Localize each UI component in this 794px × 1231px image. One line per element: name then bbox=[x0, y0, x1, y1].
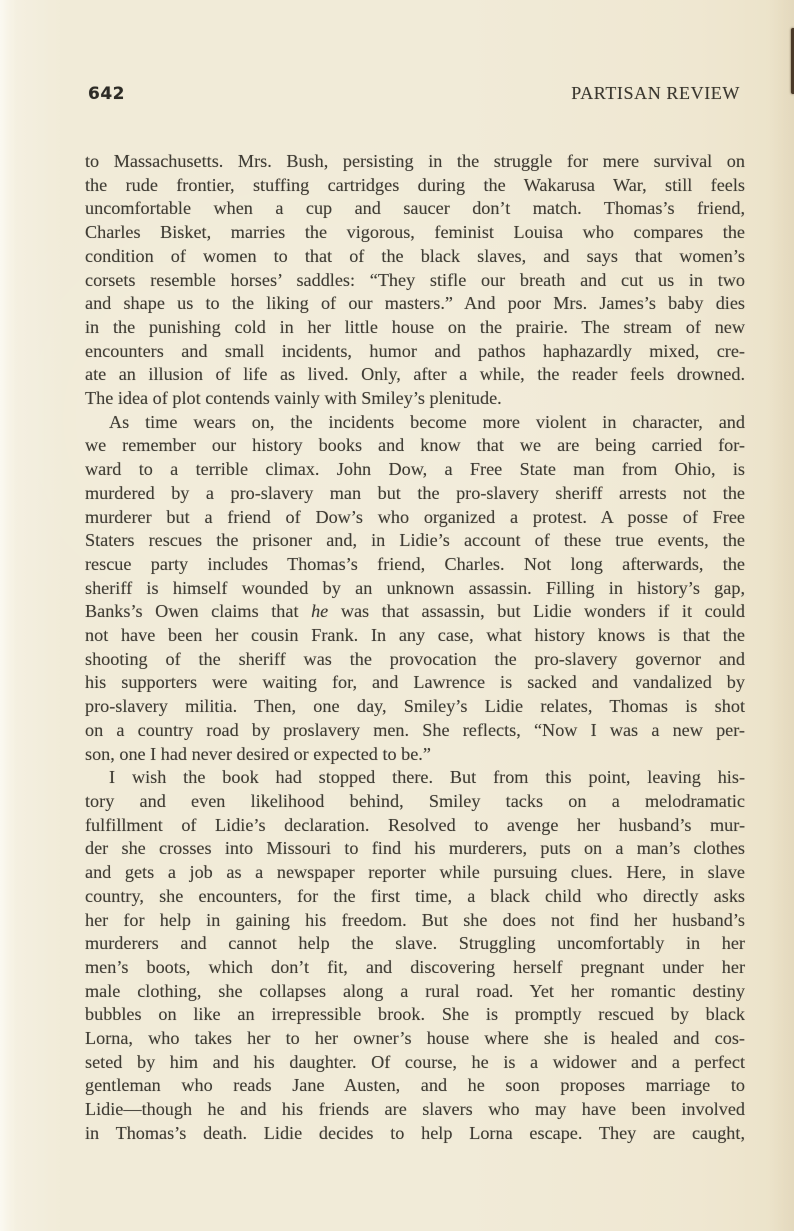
text-line: Banks’s Owen claims that he was that assassin, but Lidie wonders if it could bbox=[85, 601, 745, 622]
text-line: Staters rescues the prisoner and, in Lidie’s account of these true events, the bbox=[85, 530, 745, 551]
text-line: to Massachusetts. Mrs. Bush, persisting in the struggle for mere survival on bbox=[85, 151, 745, 171]
text-line: the rude frontier, stuffing cartridges during the Wakarusa War, still feels bbox=[85, 174, 745, 195]
text-line: her for help in gaining his freedom. But she does not find her husband’s bbox=[85, 909, 745, 930]
scan-edge-left bbox=[0, 0, 17, 1231]
text-line: sheriff is himself wounded by an unknown assassin. Filling in history’s gap, bbox=[85, 577, 745, 598]
text-line: I wish the book had stopped there. But from this point, leaving his- bbox=[109, 767, 745, 788]
text-line: son, one I had never desired or expected to be.” bbox=[85, 743, 431, 764]
text-line: and gets a job as a newspaper reporter while pursuing clues. Here, in slave bbox=[85, 862, 745, 883]
text-line: Charles Bisket, marries the vigorous, feminist Louisa who compares the bbox=[85, 222, 745, 243]
text-line: murderers and cannot help the slave. Struggling uncomfortably in her bbox=[85, 933, 745, 954]
scan-edge-right bbox=[768, 0, 794, 1231]
text-line: men’s boots, which don’t fit, and discovering herself pregnant under her bbox=[85, 956, 745, 977]
text-line: rescue party includes Thomas’s friend, Charles. Not long afterwards, the bbox=[85, 553, 745, 574]
text-line: Lorna, who takes her to her owner’s house where she is healed and cos- bbox=[85, 1028, 745, 1049]
text-line: Lidie—though he and his friends are slavers who may have been involved bbox=[85, 1099, 745, 1120]
text-line: seted by him and his daughter. Of course, he is a widower and a perfect bbox=[85, 1051, 745, 1072]
body-text bbox=[85, 150, 745, 1146]
text-line: country, she encounters, for the first time, a black child who directly asks bbox=[85, 885, 745, 906]
text-line: murderer but a friend of Dow’s who organized a protest. A posse of Free bbox=[85, 506, 745, 527]
text-line: ate an illusion of life as lived. Only, after a while, the reader feels drowned. bbox=[85, 364, 745, 385]
text-line: The idea of plot contends vainly with Smiley’s plenitude. bbox=[85, 388, 502, 409]
text-line: shooting of the sheriff was the provocation the pro-slavery governor and bbox=[85, 648, 745, 669]
text-line: As time wears on, the incidents become more violent in character, and bbox=[109, 411, 745, 432]
text-line: male clothing, she collapses along a rural road. Yet her romantic destiny bbox=[85, 980, 745, 1001]
text-line: and shape us to the liking of our masters.” And poor Mrs. James’s baby dies bbox=[85, 293, 745, 314]
text-line: fulfillment of Lidie’s declaration. Resolved to avenge her husband’s mur- bbox=[85, 814, 745, 835]
text-line: tory and even likelihood behind, Smiley tacks on a melodramatic bbox=[85, 790, 745, 811]
paragraph bbox=[85, 411, 745, 767]
paragraph bbox=[85, 766, 745, 1145]
journal-title: PARTISAN REVIEW bbox=[571, 83, 740, 103]
text-line: gentleman who reads Jane Austen, and he soon proposes marriage to bbox=[85, 1075, 745, 1096]
text-line: condition of women to that of the black slaves, and says that women’s bbox=[85, 245, 745, 266]
text-line: corsets resemble horses’ saddles: “They stifle our breath and cut us in two bbox=[85, 269, 745, 290]
text-line: in Thomas’s death. Lidie decides to help Lorna escape. They are caught, bbox=[85, 1122, 745, 1143]
running-header bbox=[88, 83, 740, 104]
page-number: 642 bbox=[88, 84, 125, 104]
paragraph bbox=[85, 150, 745, 411]
text-line: ward to a terrible climax. John Dow, a Free State man from Ohio, is bbox=[85, 459, 745, 480]
text-line: on a country road by proslavery men. She reflects, “Now I was a new per- bbox=[85, 719, 745, 740]
text-line: uncomfortable when a cup and saucer don’t match. Thomas’s friend, bbox=[85, 198, 745, 219]
text-line: encounters and small incidents, humor and pathos haphazardly mixed, cre- bbox=[85, 340, 745, 361]
text-line: we remember our history books and know that we are being carried for- bbox=[85, 435, 745, 456]
text-line: pro-slavery militia. Then, one day, Smiley’s Lidie relates, Thomas is shot bbox=[85, 696, 745, 717]
text-line: his supporters were waiting for, and Lawrence is sacked and vandalized by bbox=[85, 672, 745, 693]
text-line: not have been her cousin Frank. In any case, what history knows is that the bbox=[85, 625, 745, 646]
text-line: murdered by a pro-slavery man but the pro-slavery sheriff arrests not the bbox=[85, 482, 745, 503]
text-line: in the punishing cold in her little house on the prairie. The stream of new bbox=[85, 316, 745, 337]
text-line: bubbles on like an irrepressible brook. She is promptly rescued by black bbox=[85, 1004, 745, 1025]
text-line: der she crosses into Missouri to find his murderers, puts on a man’s clothes bbox=[85, 838, 745, 859]
